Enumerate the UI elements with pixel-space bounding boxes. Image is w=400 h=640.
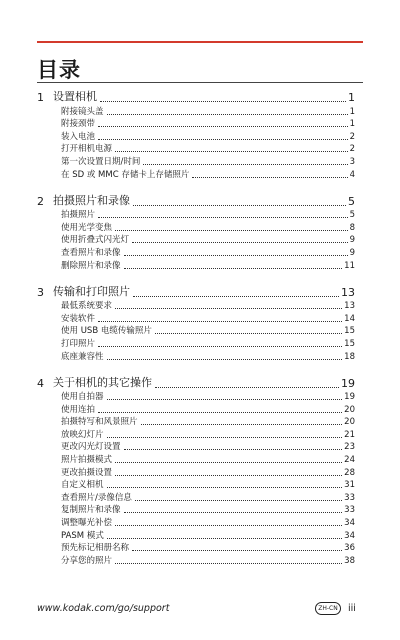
toc-item[interactable] [37, 427, 355, 440]
toc-item-page: 15 [344, 326, 355, 337]
chapter-title: 传输和打印照片 [53, 284, 130, 298]
toc-item-page: 4 [349, 169, 355, 180]
toc-item[interactable] [37, 336, 355, 349]
toc-item-page: 38 [344, 555, 355, 566]
dot-leader [107, 436, 343, 438]
chapter-number: 2 [37, 194, 44, 208]
toc-item-page: 2 [349, 144, 355, 155]
toc-item-label: 更改闪光灯设置 [61, 442, 121, 453]
toc-item[interactable] [37, 208, 355, 221]
dot-leader [132, 549, 342, 551]
chapter-title: 设置相机 [53, 90, 97, 103]
toc-item[interactable] [37, 440, 355, 453]
toc-item-page: 31 [344, 480, 355, 491]
toc-item[interactable] [37, 490, 355, 503]
top-accent-rule [37, 41, 363, 43]
toc-item-page: 34 [344, 518, 355, 529]
toc-item-label: 查看照片/录像信息 [61, 492, 132, 503]
table-of-contents [37, 87, 355, 566]
chapter-page: 19 [341, 376, 355, 390]
toc-chapter [37, 282, 355, 362]
toc-item-page: 23 [344, 442, 355, 453]
toc-item-label: 附接颈带 [61, 119, 96, 130]
dot-leader [98, 138, 348, 140]
toc-item-label: 使用自拍器 [61, 392, 104, 403]
dot-leader [143, 163, 347, 165]
chapter-number: 3 [37, 285, 44, 299]
dot-leader [98, 320, 342, 322]
dot-leader [132, 241, 348, 243]
toc-item-label: 打印照片 [61, 338, 96, 349]
dot-leader [98, 411, 342, 413]
toc-item[interactable] [37, 299, 355, 312]
toc-chapter [37, 191, 355, 271]
toc-item-label: 分享您的照片 [61, 555, 113, 566]
toc-item[interactable] [37, 415, 355, 428]
toc-chapter-entry[interactable] [37, 282, 355, 299]
toc-item-page: 24 [344, 455, 355, 466]
toc-chapter-entry[interactable] [37, 191, 355, 208]
dot-leader [115, 562, 342, 564]
toc-item-page: 9 [349, 247, 355, 258]
toc-item-label: PASM 模式 [61, 530, 104, 541]
toc-item[interactable] [37, 402, 355, 415]
toc-item[interactable] [37, 452, 355, 465]
toc-item-label: 安装软件 [61, 313, 96, 324]
dot-leader [124, 448, 343, 450]
toc-item-page: 28 [344, 467, 355, 478]
toc-item[interactable] [37, 390, 355, 403]
toc-item-page: 13 [344, 301, 355, 312]
toc-item-label: 预先标记相册名称 [61, 543, 130, 554]
dot-leader [135, 499, 342, 501]
dot-leader [107, 398, 343, 400]
dot-leader [115, 150, 348, 152]
toc-item-page: 20 [344, 417, 355, 428]
toc-item-label: 底座兼容性 [61, 351, 104, 362]
dot-leader [133, 204, 346, 206]
toc-item-page: 1 [349, 106, 355, 117]
toc-item[interactable] [37, 117, 355, 130]
toc-item-label: 使用连拍 [61, 404, 96, 415]
dot-leader [115, 229, 348, 231]
toc-chapter [37, 87, 355, 180]
dot-leader [98, 125, 348, 127]
toc-item-label: 自定义相机 [61, 480, 104, 491]
toc-item-label: 使用光学变焦 [61, 222, 113, 233]
toc-chapter-entry[interactable] [37, 87, 355, 104]
toc-item-label: 第一次设置日期/时间 [61, 156, 141, 167]
chapter-page: 13 [341, 285, 355, 299]
toc-item[interactable] [37, 129, 355, 142]
toc-item-page: 21 [344, 429, 355, 440]
toc-item[interactable] [37, 528, 355, 541]
toc-item-label: 查看照片和录像 [61, 247, 121, 258]
toc-chapter [37, 373, 355, 566]
toc-item-label: 照片拍摄模式 [61, 455, 113, 466]
toc-item[interactable] [37, 541, 355, 554]
dot-leader [124, 511, 343, 513]
toc-item-page: 34 [344, 530, 355, 541]
dot-leader [98, 345, 342, 347]
dot-leader [115, 307, 342, 309]
toc-item[interactable] [37, 154, 355, 167]
toc-item-page: 14 [344, 313, 355, 324]
toc-item-label: 在 SD 或 MMC 存储卡上存储照片 [61, 169, 190, 180]
dot-leader [100, 100, 346, 102]
dot-leader [107, 486, 343, 488]
toc-item-page: 8 [349, 222, 355, 233]
toc-item[interactable] [37, 104, 355, 117]
toc-item-label: 附接镜头盖 [61, 106, 104, 117]
toc-item-label: 打开相机电源 [61, 144, 113, 155]
toc-item[interactable] [37, 324, 355, 337]
toc-item-label: 删除照片和录像 [61, 260, 121, 271]
chapter-title: 拍摄照片和录像 [53, 193, 130, 207]
toc-item-page: 2 [349, 131, 355, 142]
toc-item[interactable] [37, 167, 355, 180]
toc-item[interactable] [37, 478, 355, 491]
dot-leader [155, 386, 339, 388]
toc-item-page: 3 [349, 156, 355, 167]
toc-item-page: 33 [344, 492, 355, 503]
toc-item-page: 18 [344, 351, 355, 362]
toc-item-label: 调整曝光补偿 [61, 518, 113, 529]
dot-leader [124, 267, 343, 269]
toc-item-label: 最低系统要求 [61, 301, 113, 312]
dot-leader [192, 176, 347, 178]
toc-item[interactable] [37, 220, 355, 233]
toc-item-label: 拍摄特写和风景照片 [61, 417, 138, 428]
toc-item[interactable] [37, 258, 355, 271]
toc-item-page: 11 [344, 260, 355, 271]
toc-item[interactable] [37, 553, 355, 566]
toc-item[interactable] [37, 311, 355, 324]
toc-item-label: 装入电池 [61, 131, 96, 142]
dot-leader [115, 461, 342, 463]
toc-chapter-entry[interactable] [37, 373, 355, 390]
toc-item-page: 15 [344, 338, 355, 349]
chapter-title: 关于相机的其它操作 [53, 375, 152, 389]
toc-item-label: 使用 USB 电缆传输照片 [61, 326, 152, 337]
toc-item-page: 19 [344, 392, 355, 403]
toc-item[interactable] [37, 349, 355, 362]
title-underline [37, 82, 363, 83]
dot-leader [115, 524, 342, 526]
toc-item[interactable] [37, 245, 355, 258]
toc-item-page: 1 [349, 119, 355, 130]
toc-item-label: 复制照片和录像 [61, 505, 121, 516]
dot-leader [155, 332, 342, 334]
toc-item-page: 20 [344, 404, 355, 415]
chapter-number: 1 [37, 91, 44, 104]
toc-item-page: 9 [349, 235, 355, 246]
toc-item[interactable] [37, 233, 355, 246]
dot-leader [124, 254, 348, 256]
dot-leader [107, 113, 348, 115]
toc-item[interactable] [37, 515, 355, 528]
dot-leader [107, 537, 342, 539]
toc-item[interactable] [37, 503, 355, 516]
dot-leader [115, 474, 342, 476]
toc-item[interactable] [37, 465, 355, 478]
toc-item-label: 更改拍摄设置 [61, 467, 113, 478]
support-url[interactable]: www.kodak.com/go/support [37, 603, 170, 614]
toc-item-label: 放映幻灯片 [61, 429, 104, 440]
toc-item-page: 36 [344, 543, 355, 554]
page-number: iii [348, 603, 356, 614]
toc-item-label: 使用折叠式闪光灯 [61, 235, 130, 246]
dot-leader [98, 216, 348, 218]
dot-leader [133, 295, 339, 297]
dot-leader [107, 358, 343, 360]
chapter-page: 1 [348, 91, 355, 104]
page-title: 目录 [37, 58, 81, 82]
dot-leader [141, 423, 343, 425]
toc-item-page: 33 [344, 505, 355, 516]
chapter-page: 5 [348, 194, 355, 208]
toc-item-label: 拍摄照片 [61, 210, 96, 221]
toc-item-page: 5 [349, 210, 355, 221]
language-badge: ZH-CN [315, 602, 341, 615]
chapter-number: 4 [37, 376, 44, 390]
toc-item[interactable] [37, 142, 355, 155]
